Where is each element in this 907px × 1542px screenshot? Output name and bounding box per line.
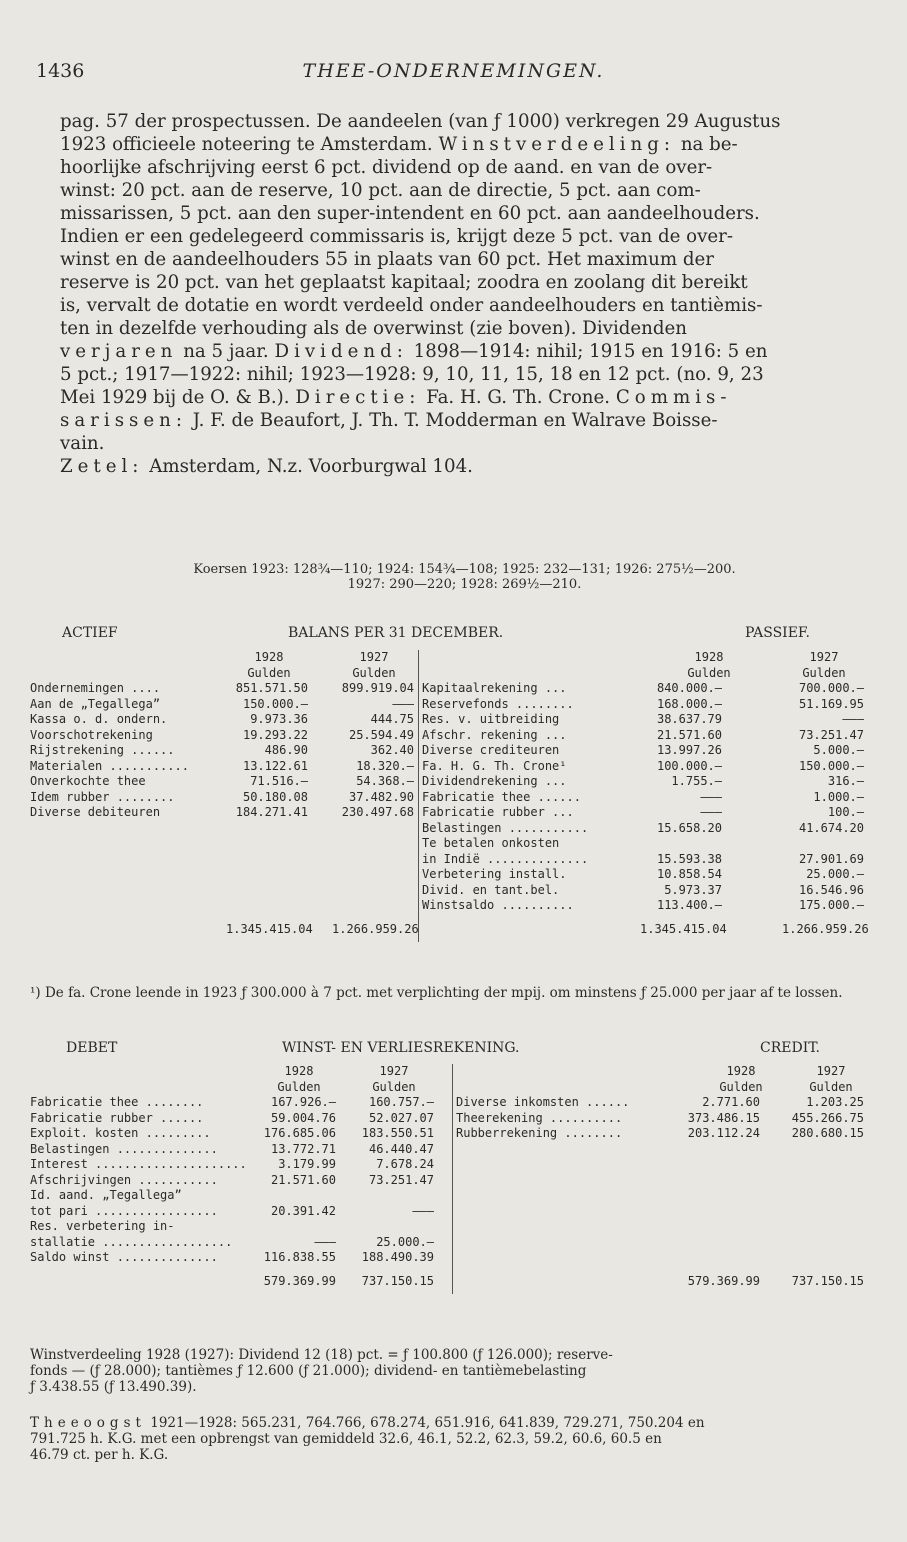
row-label: Materialen ........... [30,758,189,773]
unit-header-row [30,666,870,682]
koersen-block [60,562,869,592]
value-1928: 9.973.36 [250,712,308,726]
value-1927: 362.40 [370,743,414,757]
value-1928: 116.838.55 [263,1250,336,1264]
winst-table [30,1064,870,1289]
value-1927: 444.75 [370,712,414,726]
row-label: Aan de „Tegallega” [30,696,161,711]
ledger-row [30,867,870,883]
value-1928: 50.180.08 [242,789,308,804]
ledger-row [30,1188,870,1204]
page-header [36,60,871,90]
dividend-heading: Dividend: [274,341,408,362]
value-1927: 41.674.20 [798,820,864,835]
theeoogst-note [30,1415,869,1463]
year-b: 1927 [379,1064,409,1078]
row-label: Res. verbetering in- [30,1219,175,1233]
row-label: Fabricatie rubber ... [422,805,574,819]
winstverdeeling-heading: Winstverdeeling: [438,134,676,155]
value-1927: 899.919.04 [341,681,414,695]
ledger-row [30,852,870,868]
value-1928: 184.271.41 [235,805,308,819]
value-1927: 230.497.68 [341,805,414,819]
text-line [60,340,869,363]
text-line: winst en de aandeelhouders 55 in plaats van 60 pct. Het maximum der [60,249,714,270]
ledger-row [30,790,870,806]
row-label: Exploit. kosten ......... [30,1126,211,1140]
row-label: Fabricatie rubber ...... [30,1110,204,1125]
value-1928: 486.90 [264,743,308,757]
text-span: na be- [680,134,738,155]
row-label: Kassa o. d. ondern. [30,712,168,726]
total-1927: 737.150.15 [361,1273,434,1288]
commissarissen-heading: Commis- [615,387,732,408]
row-label: Fabricatie thee ........ [30,1095,204,1109]
ledger-row [30,1204,870,1220]
ledger-row [30,728,870,744]
value-1927: 25.000.— [376,1234,434,1249]
value-1928: 38.637.79 [656,712,722,726]
column-separator [452,1064,453,1294]
value-1928: 203.112.24 [687,1126,760,1140]
zetel-value: Amsterdam, N.z. Voorburgwal 104. [149,456,473,477]
unit: Gulden [372,1079,416,1094]
value-1928: ——— [700,789,722,804]
ledger-row [30,1111,870,1127]
value-1928: 3.179.99 [278,1157,336,1171]
row-label: stallatie .................. [30,1234,233,1249]
company-description [60,110,869,478]
value-1927: 16.546.96 [798,882,864,897]
unit: Gulden [247,665,291,680]
text-line: reserve is 20 pct. van het geplaatst kapitaal; zoodra en zoolang dit bereikt [60,272,748,293]
text-line [60,133,869,156]
koersen-line: Koersen 1923: 128¾—110; 1924: 154¾—108; 1925: 232—131; 1926: 275½—200. [193,562,736,577]
value-1927: 316.— [827,774,864,788]
value-1928: 59.004.76 [270,1110,336,1125]
value-1927: 1.000.— [813,789,864,804]
text-line: vain. [60,433,105,454]
row-label: Interest ..................... [30,1157,247,1171]
value-1928: 21.571.60 [656,727,722,742]
text-line [60,386,869,409]
total-row [30,922,870,938]
value-1927: ——— [412,1203,434,1218]
zetel-line [60,455,869,478]
value-1928: 13.122.61 [242,758,308,773]
ledger-row [30,836,870,852]
row-label: Diverse debiteuren [30,805,161,819]
text-span: Mei 1929 bij de O. & B.). [60,387,290,408]
value-1927: 54.368.— [356,774,414,788]
value-1927: 73.251.47 [798,727,864,742]
unit: Gulden [277,1079,321,1094]
row-label: Winstsaldo .......... [422,898,574,912]
row-label: Id. aand. „Tegallega” [30,1188,182,1202]
value-1928: 2.771.60 [702,1095,760,1109]
text-line: Indien er een gedelegeerd commissaris is, krijgt deze 5 pct. van de over- [60,226,733,247]
year-a: 1928 [254,650,284,664]
total-1928: 1.345.415.04 [640,921,727,936]
value-1928: 19.293.22 [242,727,308,742]
text-line: hoorlijke afschrijving eerst 6 pct. dividend op de aand. en van de over- [60,157,713,178]
value-1927: 1.203.25 [806,1095,864,1109]
balans-title: BALANS PER 31 DECEMBER. [288,625,504,641]
ledger-row [30,759,870,775]
value-1927: 100.— [827,805,864,819]
value-1928: 15.593.38 [656,851,722,866]
value-1927: 700.000.— [798,681,864,695]
value-1927: 5.000.— [813,743,864,757]
row-label: Belastingen .............. [30,1141,218,1156]
unit-header-row [30,1080,870,1096]
value-1928: 176.685.06 [263,1126,336,1140]
ledger-row [30,1235,870,1251]
row-label: Diverse inkomsten ...... [456,1095,630,1109]
value-1927: 280.680.15 [791,1126,864,1140]
row-label: tot pari ................. [30,1203,218,1218]
theeoogst-heading: Theeoogst [30,1415,146,1431]
directie-heading: Directie: [295,387,421,408]
year-b: 1927 [359,650,389,664]
year-a: 1928 [284,1064,314,1078]
ledger-row [30,898,870,914]
ledger-row [30,883,870,899]
ledger-row [30,1250,870,1266]
text-line: ten in dezelfde verhouding als de overwinst (zie boven). Dividenden [60,318,688,339]
value-1927: ——— [392,696,414,711]
zetel-heading: Zetel: [60,456,144,477]
value-1928: 71.516.— [250,774,308,788]
total-1928: 579.369.99 [687,1273,760,1288]
value-1928: 150.000.— [242,696,308,711]
ledger-row [30,1173,870,1189]
value-1928: 168.000.— [656,696,722,711]
value-1928: 840.000.— [656,681,722,695]
row-label: in Indië .............. [422,851,589,866]
total-1927: 737.150.15 [791,1273,864,1288]
ledger-row [30,1157,870,1173]
actief-title: ACTIEF [62,625,118,641]
row-label: Reservefonds ........ [422,696,574,711]
unit: Gulden [802,665,846,680]
total-1928: 579.369.99 [263,1273,336,1288]
row-label: Theerekening .......... [456,1110,623,1125]
debet-title: DEBET [66,1040,118,1056]
value-1928: ——— [314,1234,336,1249]
passief-title: PASSIEF. [745,625,810,641]
value-1928: 13.997.26 [656,743,722,757]
winst-title: WINST- EN VERLIESREKENING. [282,1040,520,1056]
text-span: 1923 officieele noteering te Amsterdam. [60,134,433,155]
row-label: Te betalen onkosten [422,836,560,850]
row-label: Kapitaalrekening ... [422,681,567,695]
row-label: Rijstrekening ...... [30,743,175,757]
unit: Gulden [687,665,731,680]
value-1927: 46.440.47 [368,1141,434,1156]
balans-rows [30,681,870,937]
commissarissen-heading-cont: sarissen: [60,410,187,431]
ledger-row [30,1142,870,1158]
ledger-row [30,712,870,728]
value-1927: 175.000.— [798,898,864,912]
winstverdeeling-note [30,1347,869,1395]
value-1928: 5.973.37 [664,882,722,897]
row-label: Divid. en tant.bel. [422,882,560,897]
value-1928: 21.571.60 [270,1172,336,1187]
row-label: Onverkochte thee [30,774,146,788]
total-1927: 1.266.959.26 [782,921,869,936]
year-header-row [30,1064,870,1080]
ledger-row [30,681,870,697]
balans-table [30,650,870,937]
value-1927: 455.266.75 [791,1110,864,1125]
unit: Gulden [719,1079,763,1094]
row-label: Afschrijvingen ........... [30,1172,218,1187]
value-1928: 113.400.— [656,898,722,912]
year-b: 1927 [809,650,839,664]
ledger-row [30,1095,870,1111]
ledger-row [30,1126,870,1142]
value-1927: 183.550.51 [361,1126,434,1140]
note-line: 791.725 h. K.G. met een opbrengst van gemiddeld 32.6, 46.1, 52.2, 62.3, 59.2, 60.6, 60.5 en [30,1431,662,1447]
year-a: 1928 [726,1064,756,1078]
value-1928: 13.772.71 [270,1141,336,1156]
value-1928: 10.858.54 [656,867,722,881]
row-label: Dividendrekening ... [422,774,567,788]
note-line [30,1415,869,1431]
value-1928: 167.926.— [270,1095,336,1109]
value-1927: 150.000.— [798,758,864,773]
value-1927: 25.000.— [806,867,864,881]
balans-heading [30,625,869,645]
ledger-row [30,1219,870,1235]
value-1927: 7.678.24 [376,1157,434,1171]
row-label: Diverse crediteuren [422,743,560,757]
running-title: THEE-ONDERNEMINGEN. [302,60,605,82]
text-line: pag. 57 der prospectussen. De aandeelen (van ƒ 1000) verkregen 29 Augustus [60,111,781,132]
text-line: winst: 20 pct. aan de reserve, 10 pct. aan de directie, 5 pct. aan com- [60,180,701,201]
unit: Gulden [809,1079,853,1094]
unit: Gulden [352,665,396,680]
ledger-row [30,697,870,713]
text-span: 1898—1914: nihil; 1915 en 1916: 5 en [413,341,768,362]
ledger-row [30,774,870,790]
row-label: Fa. H. G. Th. Crone¹ [422,758,567,773]
value-1927: ——— [842,712,864,726]
year-a: 1928 [694,650,724,664]
note-span: 1921—1928: 565.231, 764.766, 678.274, 651.916, 641.839, 729.271, 750.204 en [150,1415,705,1431]
value-1928: 100.000.— [656,758,722,773]
note-line: fonds — (ƒ 28.000); tantièmes ƒ 12.600 (ƒ 21.000); dividend- en tantièmebelasting [30,1363,587,1379]
value-1928: ——— [700,805,722,819]
total-1927: 1.266.959.26 [332,921,419,936]
value-1928: 1.755.— [671,774,722,788]
value-1927: 27.901.69 [798,851,864,866]
note-line: 46.79 ct. per h. K.G. [30,1447,169,1463]
value-1927: 52.027.07 [368,1110,434,1125]
winst-heading [30,1040,869,1060]
verjaren-heading: verjaren [60,341,178,362]
total-row [30,1274,870,1290]
row-label: Ondernemingen .... [30,681,161,695]
text-line: 5 pct.; 1917—1922: nihil; 1923—1928: 9, 10, 11, 15, 18 en 12 pct. (no. 9, 23 [60,364,764,385]
row-label: Verbetering install. [422,867,567,881]
value-1928: 20.391.42 [270,1203,336,1218]
note-line: Winstverdeeling 1928 (1927): Dividend 12 (18) pct. = ƒ 100.800 (ƒ 126.000); reserve- [30,1347,613,1363]
total-1928: 1.345.415.04 [226,921,313,936]
text-span: na 5 jaar. [183,341,269,362]
value-1927: 73.251.47 [368,1172,434,1187]
koersen-line: 1927: 290—220; 1928: 269½—210. [347,577,582,592]
column-separator [418,650,419,942]
text-span: J. F. de Beaufort, J. Th. T. Modderman en Walrave Boisse- [192,410,718,431]
text-line: is, vervalt de dotatie en wordt verdeeld onder aandeelhouders en tantièmis- [60,295,763,316]
row-label: Saldo winst .............. [30,1250,218,1264]
row-label: Idem rubber ........ [30,789,175,804]
ledger-row [30,743,870,759]
value-1928: 15.658.20 [656,820,722,835]
year-header-row [30,650,870,666]
value-1927: 18.320.— [356,758,414,773]
text-span: Fa. H. G. Th. Crone. [426,387,611,408]
credit-title: CREDIT. [760,1040,820,1056]
value-1927: 160.757.— [368,1095,434,1109]
row-label: Res. v. uitbreiding [422,712,560,726]
row-label: Fabricatie thee ...... [422,789,581,804]
ledger-row [30,805,870,821]
ledger-row [30,821,870,837]
text-line: missarissen, 5 pct. aan den super-intendent en 60 pct. aan aandeelhouders. [60,203,760,224]
year-b: 1927 [816,1064,846,1078]
value-1927: 51.169.95 [798,696,864,711]
row-label: Belastingen ........... [422,820,589,835]
note-line: ƒ 3.438.55 (ƒ 13.490.39). [30,1379,197,1395]
row-label: Rubberrekening ........ [456,1126,623,1140]
row-label: Afschr. rekening ... [422,727,567,742]
value-1927: 37.482.90 [348,789,414,804]
winst-rows [30,1095,870,1289]
value-1927: 25.594.49 [348,727,414,742]
text-line [60,409,869,432]
value-1928: 851.571.50 [235,681,308,695]
value-1927: 188.490.39 [361,1250,434,1264]
page-number: 1436 [36,60,85,82]
row-label: Voorschotrekening [30,727,153,742]
value-1928: 373.486.15 [687,1110,760,1125]
footnote: ¹) De fa. Crone leende in 1923 ƒ 300.000 à 7 pct. met verplichting der mpij. om minstens ƒ 25.000 per jaar af te lossen. [30,985,843,1001]
